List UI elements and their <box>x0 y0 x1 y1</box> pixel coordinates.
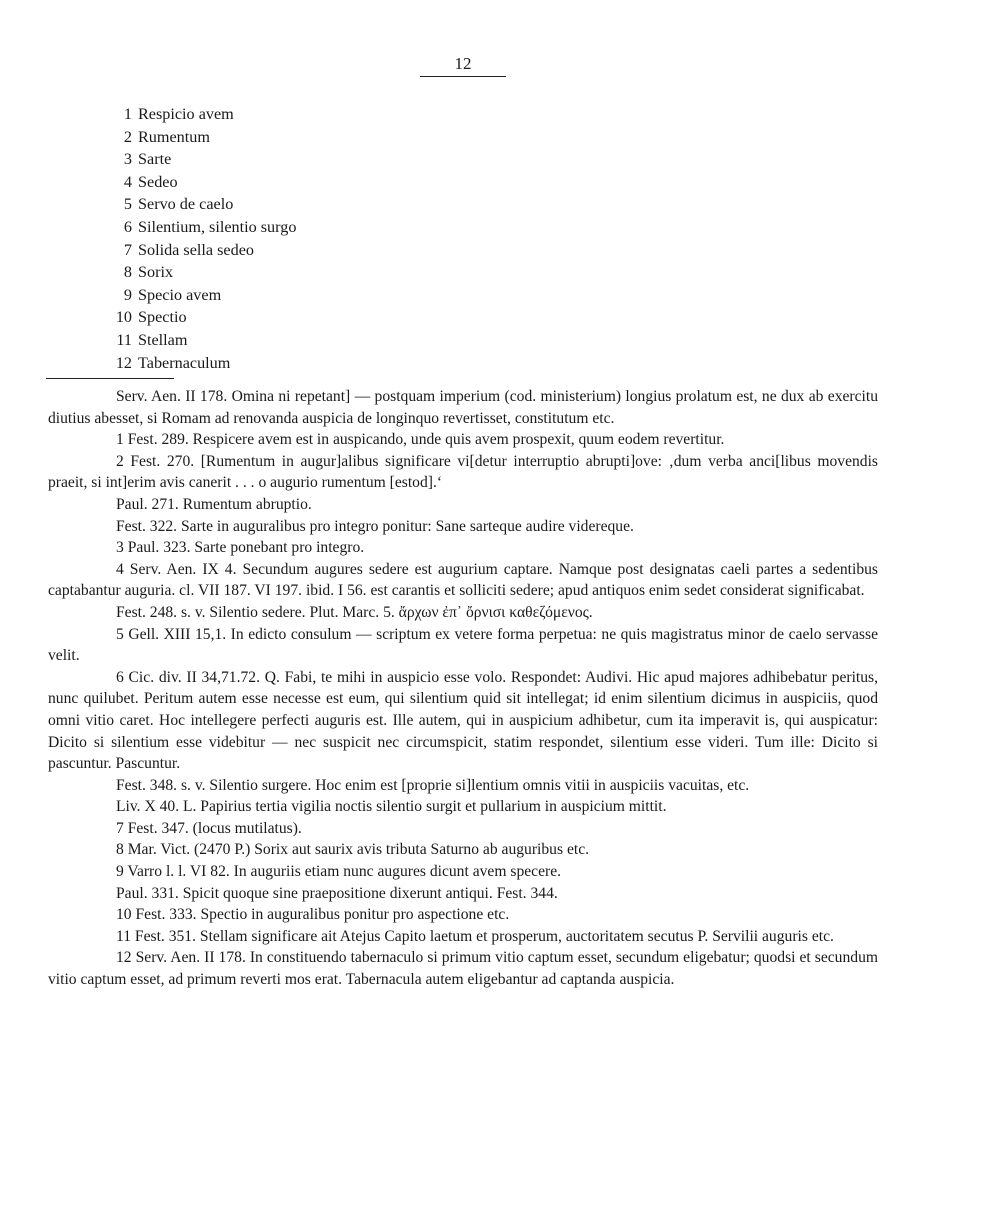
note-paragraph: 1 Fest. 289. Respicere avem est in auspicando, unde quis avem prospexit, quum eodem revertitur. <box>116 431 725 449</box>
note-paragraph: 8 Mar. Vict. (2470 P.) Sorix aut saurix avis tributa Saturno ab auguribus etc. <box>116 841 590 859</box>
note-paragraph: Fest. 322. Sarte in auguralibus pro integro ponitur: Sane sarteque audire videreque. <box>116 517 634 535</box>
note-paragraph: 7 Fest. 347. (locus mutilatus). <box>116 819 302 837</box>
list-item-text: Solida sella sedeo <box>138 240 254 259</box>
note-paragraph: 2 Fest. 270. [Rumentum in augur]alibus significare vi[detur interruptio abrupti]ove: ‚dum verba anci[libus movendis praeit, si int]erim avis canerit . . . o augurio rumentum [estod].‘ <box>48 452 878 492</box>
note-paragraph: 11 Fest. 351. Stellam significare ait Atejus Capito laetum et prosperum, auctoritatem secutus P. Servilii auguris etc. <box>116 927 834 945</box>
note-paragraph: 6 Cic. div. II 34,71.72. Q. Fabi, te mihi in auspicio esse volo. Respondet: Audivi. Hic apud majores adhibebatur peritus, nunc quilubet. Peritum autem esse necesse est eum, qui silentium quid sit intellegat; id enim silentium dicimus in auspiciis, quod omni vitio caret. Hoc intellegere perfecti auguris est. Ille autem, qui in auspicium adhibetur, cum ita imperavit is, qui auspicatur: Dicito si silentium esse videbitur — nec suspicit nec circumspicit, statim respondet, silentium esse videri. Tum ille: Dicito si pascuntur. Pascuntur. <box>48 668 878 773</box>
list-item-number: 3 <box>123 150 132 169</box>
list-item-number: 7 <box>123 240 132 259</box>
note-paragraph: 9 Varro l. l. VI 82. In auguriis etiam nunc augures dicunt avem specere. <box>116 863 562 881</box>
list-item <box>104 126 296 149</box>
list-item <box>104 284 296 307</box>
note-paragraph: 12 Serv. Aen. II 178. In constituendo tabernaculo si primum vitio captum esset, secundum eligebatur; quodsi et secundum vitio captum esset, ad primum reverti mos erat. Tabernacula autem eligebantur ad captanda auspicia. <box>48 949 878 989</box>
list-item-number: 11 <box>116 330 132 349</box>
list-item-text: Rumentum <box>138 127 210 146</box>
list-item-number: 8 <box>123 263 132 282</box>
list-item-text: Tabernaculum <box>138 353 231 372</box>
note-paragraph: Serv. Aen. II 178. Omina ni repetant] — postquam imperium (cod. ministerium) longius prolatum est, ne dux ab exercitu diutius abesset, si Romam ad renovanda auspicia de longinquo revertisset, constitutum etc. <box>48 388 878 427</box>
list-item <box>104 171 296 194</box>
list-item <box>104 352 296 375</box>
list-item-text: Silentium, silentio surgo <box>138 217 297 236</box>
list-item-text: Sedeo <box>138 172 178 191</box>
list-item <box>104 239 296 262</box>
note-paragraph: Fest. 248. s. v. Silentio sedere. Plut. Marc. 5. ἄρχων ἐπ᾽ ὄρνισι καθεζόμενος. <box>116 603 593 621</box>
list-item <box>104 148 296 171</box>
page-number: 12 <box>420 54 506 77</box>
list-item-text: Respicio avem <box>138 105 234 123</box>
note-paragraph: 4 Serv. Aen. IX 4. Secundum augures sedere est augurium captare. Namque post designatas caeli partes a sedentibus captabantur auguria. cl. VII 187. VI 197. ibid. I 56. est carantis et solliciti sedere; apud antiquos enim sedet considerat significabat. <box>48 560 878 600</box>
note-paragraph: Liv. X 40. L. Papirius tertia vigilia noctis silentio surgit et pullarium in auspicium mittit. <box>116 798 667 816</box>
footnote-separator-rule <box>46 378 174 379</box>
list-item-text: Stellam <box>138 330 188 349</box>
list-item-number: 4 <box>123 172 132 191</box>
list-item-text: Spectio <box>138 308 187 327</box>
list-item <box>104 103 296 126</box>
list-item <box>104 329 296 352</box>
list-item-text: Sorix <box>138 263 174 282</box>
note-paragraph: Paul. 331. Spicit quoque sine praepositione dixerunt antiqui. Fest. 344. <box>116 884 558 902</box>
list-item-number: 2 <box>123 127 132 146</box>
note-paragraph: 5 Gell. XIII 15,1. In edicto consulum — scriptum ex vetere forma perpetua: ne quis magistratus minor de caelo servasse velit. <box>48 625 878 665</box>
list-item-number: 6 <box>123 217 132 236</box>
list-item-text: Sarte <box>138 150 172 169</box>
term-list <box>104 103 296 374</box>
list-item-number: 10 <box>115 308 132 327</box>
list-item-number: 5 <box>123 195 132 214</box>
note-paragraph: Paul. 271. Rumentum abruptio. <box>116 495 312 513</box>
list-item <box>104 216 296 239</box>
list-item-number: 9 <box>123 285 132 304</box>
commentary-notes <box>48 386 878 991</box>
list-item-number: 12 <box>115 353 132 372</box>
list-item <box>104 306 296 329</box>
note-paragraph: Fest. 348. s. v. Silentio surgere. Hoc enim est [proprie si]lentium omnis vitii in auspiciis vacuitas, etc. <box>116 776 750 794</box>
list-item-text: Specio avem <box>138 285 222 304</box>
note-paragraph: 3 Paul. 323. Sarte ponebant pro integro. <box>116 539 365 557</box>
list-item-number: 1 <box>123 105 132 123</box>
list-item-text: Servo de caelo <box>138 195 234 214</box>
note-paragraph: 10 Fest. 333. Spectio in auguralibus ponitur pro aspectione etc. <box>116 906 510 924</box>
list-item <box>104 261 296 284</box>
list-item <box>104 193 296 216</box>
